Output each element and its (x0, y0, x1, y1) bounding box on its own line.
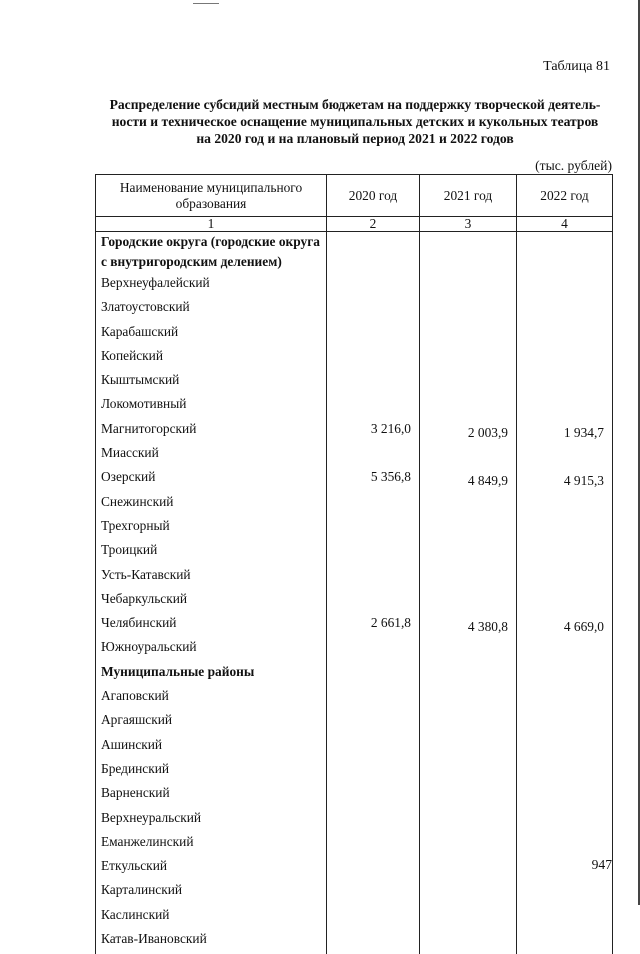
value-cell-2022 (517, 322, 613, 346)
table-row (96, 419, 613, 443)
value-cell-2021 (420, 443, 517, 467)
municipality-name: Чебаркульский (96, 589, 327, 613)
value-cell-2020 (327, 589, 420, 613)
table-row (96, 443, 613, 467)
value-cell-2020: 3 216,0 (327, 419, 420, 443)
municipality-name: Верхнеуральский (96, 808, 327, 832)
column-number: 2 (327, 217, 420, 232)
value-cell-2022 (517, 905, 613, 929)
value-cell-2020 (327, 905, 420, 929)
value-cell-2020 (327, 783, 420, 807)
table-row (96, 832, 613, 856)
value-cell-2022 (517, 637, 613, 661)
table-row (96, 880, 613, 904)
value-cell-2020 (327, 443, 420, 467)
page-number: 947 (592, 857, 612, 873)
table-number: Таблица 81 (543, 59, 610, 75)
table-row (96, 686, 613, 710)
municipality-name: Карталинский (96, 880, 327, 904)
municipality-name: Трехгорный (96, 516, 327, 540)
column-number: 3 (420, 217, 517, 232)
value-cell-2021 (420, 492, 517, 516)
value-cell-2020 (327, 346, 420, 370)
municipality-name: Ашинский (96, 735, 327, 759)
value-cell-2022 (517, 346, 613, 370)
value-cell-2020 (327, 686, 420, 710)
table-body (96, 232, 613, 954)
value-cell-2020 (327, 856, 420, 880)
value-cell-2022 (517, 492, 613, 516)
table-row (96, 735, 613, 759)
value-cell-2020: 2 661,8 (327, 613, 420, 637)
table-row (96, 370, 613, 394)
value-cell-2021 (420, 856, 517, 880)
table-row (96, 613, 613, 637)
table-row (96, 516, 613, 540)
value-cell-2022 (517, 394, 613, 418)
value-cell-2021 (420, 394, 517, 418)
value-cell-2020 (327, 637, 420, 661)
value-cell-2021 (420, 297, 517, 321)
value-cell-2021 (420, 662, 517, 686)
table-row (96, 346, 613, 370)
value-cell-2020 (327, 929, 420, 954)
table-row (96, 662, 613, 686)
value-cell-2022 (517, 759, 613, 783)
subsidy-table (95, 174, 613, 954)
table-row (96, 637, 613, 661)
column-header-2020: 2020 год (327, 175, 420, 217)
title-line: Распределение субсидий местным бюджетам на поддержку творческой деятель- (90, 96, 620, 113)
value-cell-2020 (327, 370, 420, 394)
value-cell-2021 (420, 540, 517, 564)
value-cell-2022: 4 669,0 (517, 613, 613, 637)
top-rule-mark (193, 3, 219, 4)
value-cell-2021: 4 849,9 (420, 467, 517, 491)
header-row (96, 175, 613, 217)
title-line: на 2020 год и на плановый период 2021 и 2022 годов (90, 130, 620, 147)
municipality-name: Усть-Катавский (96, 565, 327, 589)
value-cell-2021 (420, 516, 517, 540)
municipality-name: Карабашский (96, 322, 327, 346)
table-row (96, 394, 613, 418)
value-cell-2021 (420, 637, 517, 661)
municipality-name: Снежинский (96, 492, 327, 516)
value-cell-2021 (420, 808, 517, 832)
value-cell-2020 (327, 710, 420, 734)
column-number: 1 (96, 217, 327, 232)
value-cell-2022 (517, 662, 613, 686)
table-row (96, 929, 613, 954)
municipality-name: Катав-Ивановский (96, 929, 327, 954)
table-row (96, 273, 613, 297)
table-row (96, 540, 613, 564)
municipality-name: Муниципальные районы (96, 662, 327, 686)
value-cell-2022 (517, 808, 613, 832)
value-cell-2020 (327, 808, 420, 832)
table-row (96, 232, 613, 274)
value-cell-2021 (420, 783, 517, 807)
value-cell-2021 (420, 232, 517, 274)
title-line: ности и техническое оснащение муниципальных детских и кукольных театров (90, 113, 620, 130)
value-cell-2020 (327, 273, 420, 297)
column-header-name: Наименование муниципального образования (96, 175, 327, 217)
value-cell-2022 (517, 273, 613, 297)
value-cell-2022 (517, 516, 613, 540)
value-cell-2022 (517, 710, 613, 734)
value-cell-2020: 5 356,8 (327, 467, 420, 491)
municipality-name: Челябинский (96, 613, 327, 637)
column-header-2021: 2021 год (420, 175, 517, 217)
value-cell-2021: 4 380,8 (420, 613, 517, 637)
municipality-name: Еманжелинский (96, 832, 327, 856)
value-cell-2022 (517, 370, 613, 394)
municipality-name: Каслинский (96, 905, 327, 929)
value-cell-2021 (420, 565, 517, 589)
value-cell-2021 (420, 929, 517, 954)
value-cell-2020 (327, 232, 420, 274)
value-cell-2022 (517, 832, 613, 856)
value-cell-2020 (327, 394, 420, 418)
value-cell-2021 (420, 880, 517, 904)
value-cell-2020 (327, 565, 420, 589)
table-row (96, 905, 613, 929)
value-cell-2022 (517, 686, 613, 710)
table-row (96, 808, 613, 832)
value-cell-2020 (327, 880, 420, 904)
value-cell-2021 (420, 710, 517, 734)
value-cell-2021 (420, 686, 517, 710)
value-cell-2021 (420, 346, 517, 370)
municipality-name: Озерский (96, 467, 327, 491)
table-row (96, 759, 613, 783)
value-cell-2021 (420, 370, 517, 394)
table-row (96, 589, 613, 613)
value-cell-2022 (517, 565, 613, 589)
value-cell-2022 (517, 880, 613, 904)
municipality-name: Златоустовский (96, 297, 327, 321)
municipality-name: Троицкий (96, 540, 327, 564)
value-cell-2021 (420, 905, 517, 929)
value-cell-2021 (420, 759, 517, 783)
value-cell-2022: 4 915,3 (517, 467, 613, 491)
municipality-name: Кыштымский (96, 370, 327, 394)
municipality-name: Аргаяшский (96, 710, 327, 734)
value-cell-2020 (327, 540, 420, 564)
table-row (96, 297, 613, 321)
table-title (90, 96, 620, 147)
municipality-name: Миасский (96, 443, 327, 467)
value-cell-2022 (517, 297, 613, 321)
municipality-name: Локомотивный (96, 394, 327, 418)
value-cell-2022 (517, 783, 613, 807)
table-row (96, 322, 613, 346)
value-cell-2021 (420, 322, 517, 346)
column-number-row (96, 217, 613, 232)
value-cell-2022: 1 934,7 (517, 419, 613, 443)
value-cell-2022 (517, 589, 613, 613)
value-cell-2021 (420, 832, 517, 856)
table-row (96, 856, 613, 880)
value-cell-2022 (517, 443, 613, 467)
municipality-name: Еткульский (96, 856, 327, 880)
municipality-name: Верхнеуфалейский (96, 273, 327, 297)
table-row (96, 467, 613, 491)
value-cell-2020 (327, 297, 420, 321)
municipality-name: Копейский (96, 346, 327, 370)
value-cell-2020 (327, 662, 420, 686)
value-cell-2022 (517, 929, 613, 954)
value-cell-2021 (420, 589, 517, 613)
table-row (96, 492, 613, 516)
municipality-name: Агаповский (96, 686, 327, 710)
value-cell-2020 (327, 322, 420, 346)
column-header-2022: 2022 год (517, 175, 613, 217)
value-cell-2020 (327, 759, 420, 783)
table-row (96, 710, 613, 734)
municipality-name: Варненский (96, 783, 327, 807)
value-cell-2021: 2 003,9 (420, 419, 517, 443)
value-cell-2020 (327, 832, 420, 856)
value-cell-2021 (420, 273, 517, 297)
value-cell-2021 (420, 735, 517, 759)
table-row (96, 783, 613, 807)
municipality-name: Магнитогорский (96, 419, 327, 443)
value-cell-2020 (327, 492, 420, 516)
municipality-name: Южноуральский (96, 637, 327, 661)
table-row (96, 565, 613, 589)
column-number: 4 (517, 217, 613, 232)
municipality-name: Городские округа (городские округа с внутригородским делением) (96, 232, 327, 274)
value-cell-2020 (327, 516, 420, 540)
value-cell-2022 (517, 232, 613, 274)
value-cell-2022 (517, 735, 613, 759)
value-cell-2020 (327, 735, 420, 759)
value-cell-2022 (517, 540, 613, 564)
municipality-name: Брединский (96, 759, 327, 783)
units-label: (тыс. рублей) (535, 158, 612, 174)
